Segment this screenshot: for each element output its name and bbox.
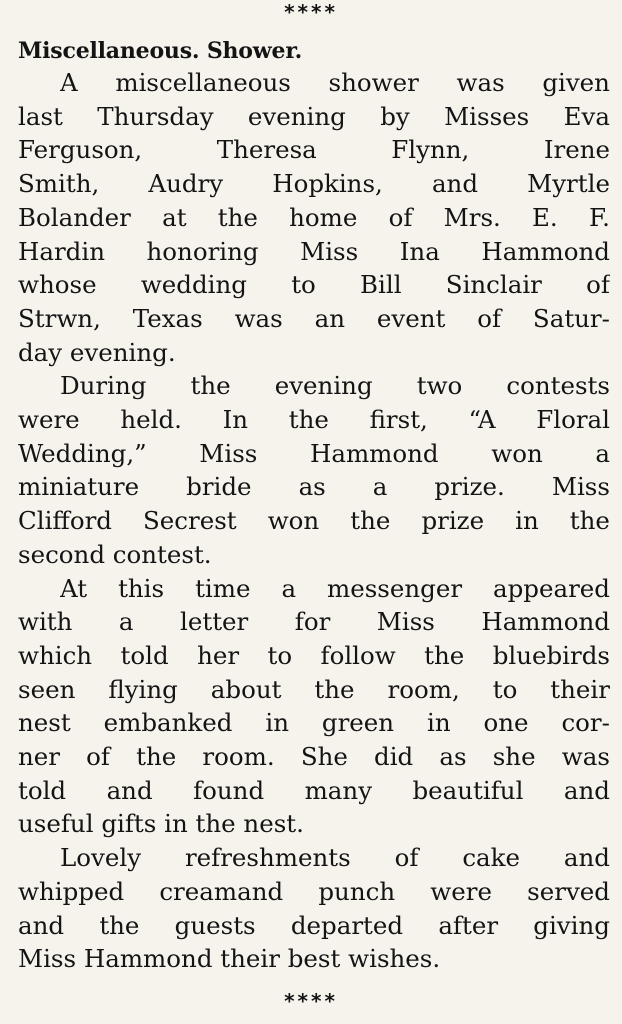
article-line <box>18 910 610 942</box>
article-word: a <box>372 472 388 502</box>
article-line <box>18 303 610 335</box>
article-line <box>18 168 610 200</box>
article-line <box>18 438 610 470</box>
article-line <box>18 101 610 133</box>
article-word: a <box>595 438 610 468</box>
article-word: of <box>586 270 610 300</box>
article-word: in <box>265 708 289 738</box>
article-word: ner <box>18 742 60 771</box>
article-line <box>18 640 610 672</box>
article-word: honoring <box>146 236 259 266</box>
article-word: the <box>136 742 177 771</box>
article-word: in <box>426 708 451 738</box>
article-word: Smith, <box>18 169 100 199</box>
article-word: for <box>294 607 331 637</box>
article-word: room. <box>202 742 275 771</box>
article-word: whose <box>18 270 97 300</box>
top-separator-stars: **** <box>284 0 338 24</box>
article-word: of <box>394 843 419 873</box>
article-word: prize <box>421 506 485 536</box>
article-word: Hardin <box>18 236 105 266</box>
article-word: the <box>350 506 391 536</box>
article-word: served <box>527 876 610 906</box>
article-word: Hammond <box>481 236 610 266</box>
article-word: beautiful <box>412 775 524 805</box>
article-word: prize. <box>434 472 505 502</box>
article-line <box>18 876 610 908</box>
bottom-separator-stars: **** <box>284 989 338 1013</box>
article-word: and <box>18 910 65 940</box>
article-word: after <box>438 910 499 940</box>
article-word: was <box>456 68 505 97</box>
article-line: day evening. <box>18 337 176 367</box>
article-line <box>60 67 610 99</box>
article-word: event <box>376 303 446 333</box>
article-line <box>18 707 610 739</box>
article-word: departed <box>290 910 404 940</box>
article-word: to <box>492 674 518 704</box>
article-word: Miss <box>300 236 359 266</box>
article-word: During <box>60 371 147 401</box>
article-line <box>18 236 610 268</box>
article-word: at <box>162 202 187 232</box>
article-word: of <box>477 303 502 333</box>
article-word: Floral <box>536 405 610 434</box>
article-word: shower <box>328 68 419 97</box>
article-word: and <box>431 169 479 199</box>
article-word: giving <box>533 910 610 940</box>
article-word: as <box>439 742 467 771</box>
article-word: the <box>569 506 610 536</box>
article-word: told <box>18 775 67 805</box>
article-word: contests <box>506 371 610 401</box>
article-word: the <box>190 371 231 401</box>
article-word: last <box>18 101 63 131</box>
article-word: At <box>60 573 88 603</box>
article-word: the <box>288 405 329 434</box>
article-word: whipped <box>18 876 125 906</box>
article-line <box>18 505 610 537</box>
article-word: Secrest <box>143 506 237 536</box>
article-word: won <box>267 506 320 536</box>
article-line <box>18 775 610 807</box>
article-word: of <box>388 202 413 232</box>
article-word: A <box>60 68 78 97</box>
article-word: the <box>99 910 140 940</box>
article-line <box>60 370 610 402</box>
article-word: the <box>314 674 355 704</box>
article-word: and <box>563 843 610 873</box>
article-word: Satur- <box>532 303 610 333</box>
article-word: Miss <box>376 607 435 637</box>
article-word: were <box>430 876 492 906</box>
article-line: second contest. <box>18 539 212 569</box>
article-word: Hopkins, <box>272 169 383 199</box>
article-word: two <box>416 371 463 401</box>
article-word: green <box>321 708 395 738</box>
article-word: guests <box>174 910 256 940</box>
article-word: by <box>380 101 410 131</box>
article-word: cake <box>462 843 521 873</box>
article-word: letter <box>180 607 249 637</box>
article-word: and <box>563 775 610 805</box>
article-word: held. <box>120 405 182 434</box>
article-line: Miss Hammond their best wishes. <box>18 944 441 974</box>
article-word: Mrs. <box>443 202 501 232</box>
article-word: bride <box>186 472 252 502</box>
article-word: told <box>120 640 169 670</box>
article-word: won <box>491 438 543 468</box>
article-word: many <box>304 775 373 805</box>
article-word: punch <box>318 876 396 906</box>
article-line <box>60 842 610 874</box>
article-word: her <box>197 640 240 670</box>
article-word: Texas <box>132 303 203 333</box>
article-word: flying <box>108 674 178 704</box>
article-line <box>18 202 610 234</box>
article-word: Flynn, <box>391 135 470 165</box>
article-word: a <box>281 573 297 603</box>
article-word: Miss <box>551 472 610 502</box>
article-word: follow <box>320 640 396 670</box>
article-word: Ferguson, <box>18 135 143 165</box>
article-line <box>18 674 610 706</box>
article-word: time <box>195 573 251 603</box>
article-word: about <box>210 674 282 704</box>
article-word: Miss <box>199 438 258 468</box>
article-word: F. <box>588 202 610 232</box>
article-word: bluebirds <box>492 640 610 670</box>
article-word: refreshments <box>184 843 351 873</box>
article-word: Irene <box>543 135 610 165</box>
article-word: Clifford <box>18 506 112 536</box>
article-word: evening <box>274 371 373 401</box>
article-word: was <box>234 303 283 333</box>
article-word: Misses <box>444 101 530 131</box>
article-word: the <box>217 202 258 232</box>
article-word: Bolander <box>18 202 131 232</box>
article-word: this <box>118 573 165 603</box>
article-word: Wedding,” <box>18 438 147 468</box>
article-word: embanked <box>103 708 233 738</box>
article-word: their <box>550 674 610 704</box>
article-word: room, <box>387 674 460 704</box>
article-word: Thursday <box>97 101 214 131</box>
article-word: as <box>298 472 326 502</box>
article-word: cor- <box>561 708 610 738</box>
article-word: first, <box>369 405 428 434</box>
article-line <box>18 741 610 773</box>
article-word: E. <box>532 202 558 232</box>
article-word: “A <box>468 405 496 434</box>
article-word: appeared <box>493 573 610 603</box>
article-word: the <box>424 640 465 670</box>
article-word: Hammond <box>309 438 439 468</box>
article-word: nest <box>18 708 71 738</box>
article-word: she <box>492 742 536 771</box>
article-word: Myrtle <box>527 169 610 199</box>
article-word: wedding <box>140 270 247 300</box>
article-headline: Miscellaneous. Shower. <box>18 38 303 64</box>
article-word: to <box>291 270 316 300</box>
article-word: were <box>18 405 80 434</box>
article-line <box>18 134 610 166</box>
article-line <box>18 404 610 436</box>
article-word: home <box>289 202 358 232</box>
article-line <box>18 606 610 638</box>
article-word: did <box>374 742 414 771</box>
article-word: messenger <box>327 573 463 603</box>
article-word: evening <box>247 101 346 131</box>
article-word: Eva <box>563 101 610 131</box>
article-word: Sinclair <box>445 270 542 300</box>
article-line <box>18 471 610 503</box>
article-word: Theresa <box>216 135 317 165</box>
article-word: Lovely <box>60 843 142 873</box>
article-word: Ina <box>399 236 440 266</box>
article-word: In <box>222 405 249 434</box>
article-word: Bill <box>360 270 402 300</box>
article-word: with <box>18 607 73 637</box>
article-line <box>60 573 610 605</box>
article-word: miscellaneous <box>115 68 291 97</box>
article-word: an <box>314 303 345 333</box>
article-word: found <box>193 775 265 805</box>
article-word: a <box>118 607 134 637</box>
article-word: Audry <box>148 169 224 199</box>
article-word: and <box>106 775 153 805</box>
article-word: given <box>542 68 610 97</box>
article-word: Hammond <box>481 607 610 637</box>
article-word: to <box>267 640 293 670</box>
article-word: miniature <box>18 472 140 502</box>
article-word: creamand <box>159 876 284 906</box>
article-word: was <box>561 742 610 771</box>
article-word: which <box>18 640 93 670</box>
article-word: seen <box>18 674 76 704</box>
article-word: in <box>515 506 539 536</box>
article-word: of <box>86 742 110 771</box>
article-word: She <box>300 742 348 771</box>
article-line <box>18 269 610 301</box>
article-word: Strwn, <box>18 303 101 333</box>
article-word: one <box>483 708 529 738</box>
article-line: useful gifts in the nest. <box>18 809 304 839</box>
